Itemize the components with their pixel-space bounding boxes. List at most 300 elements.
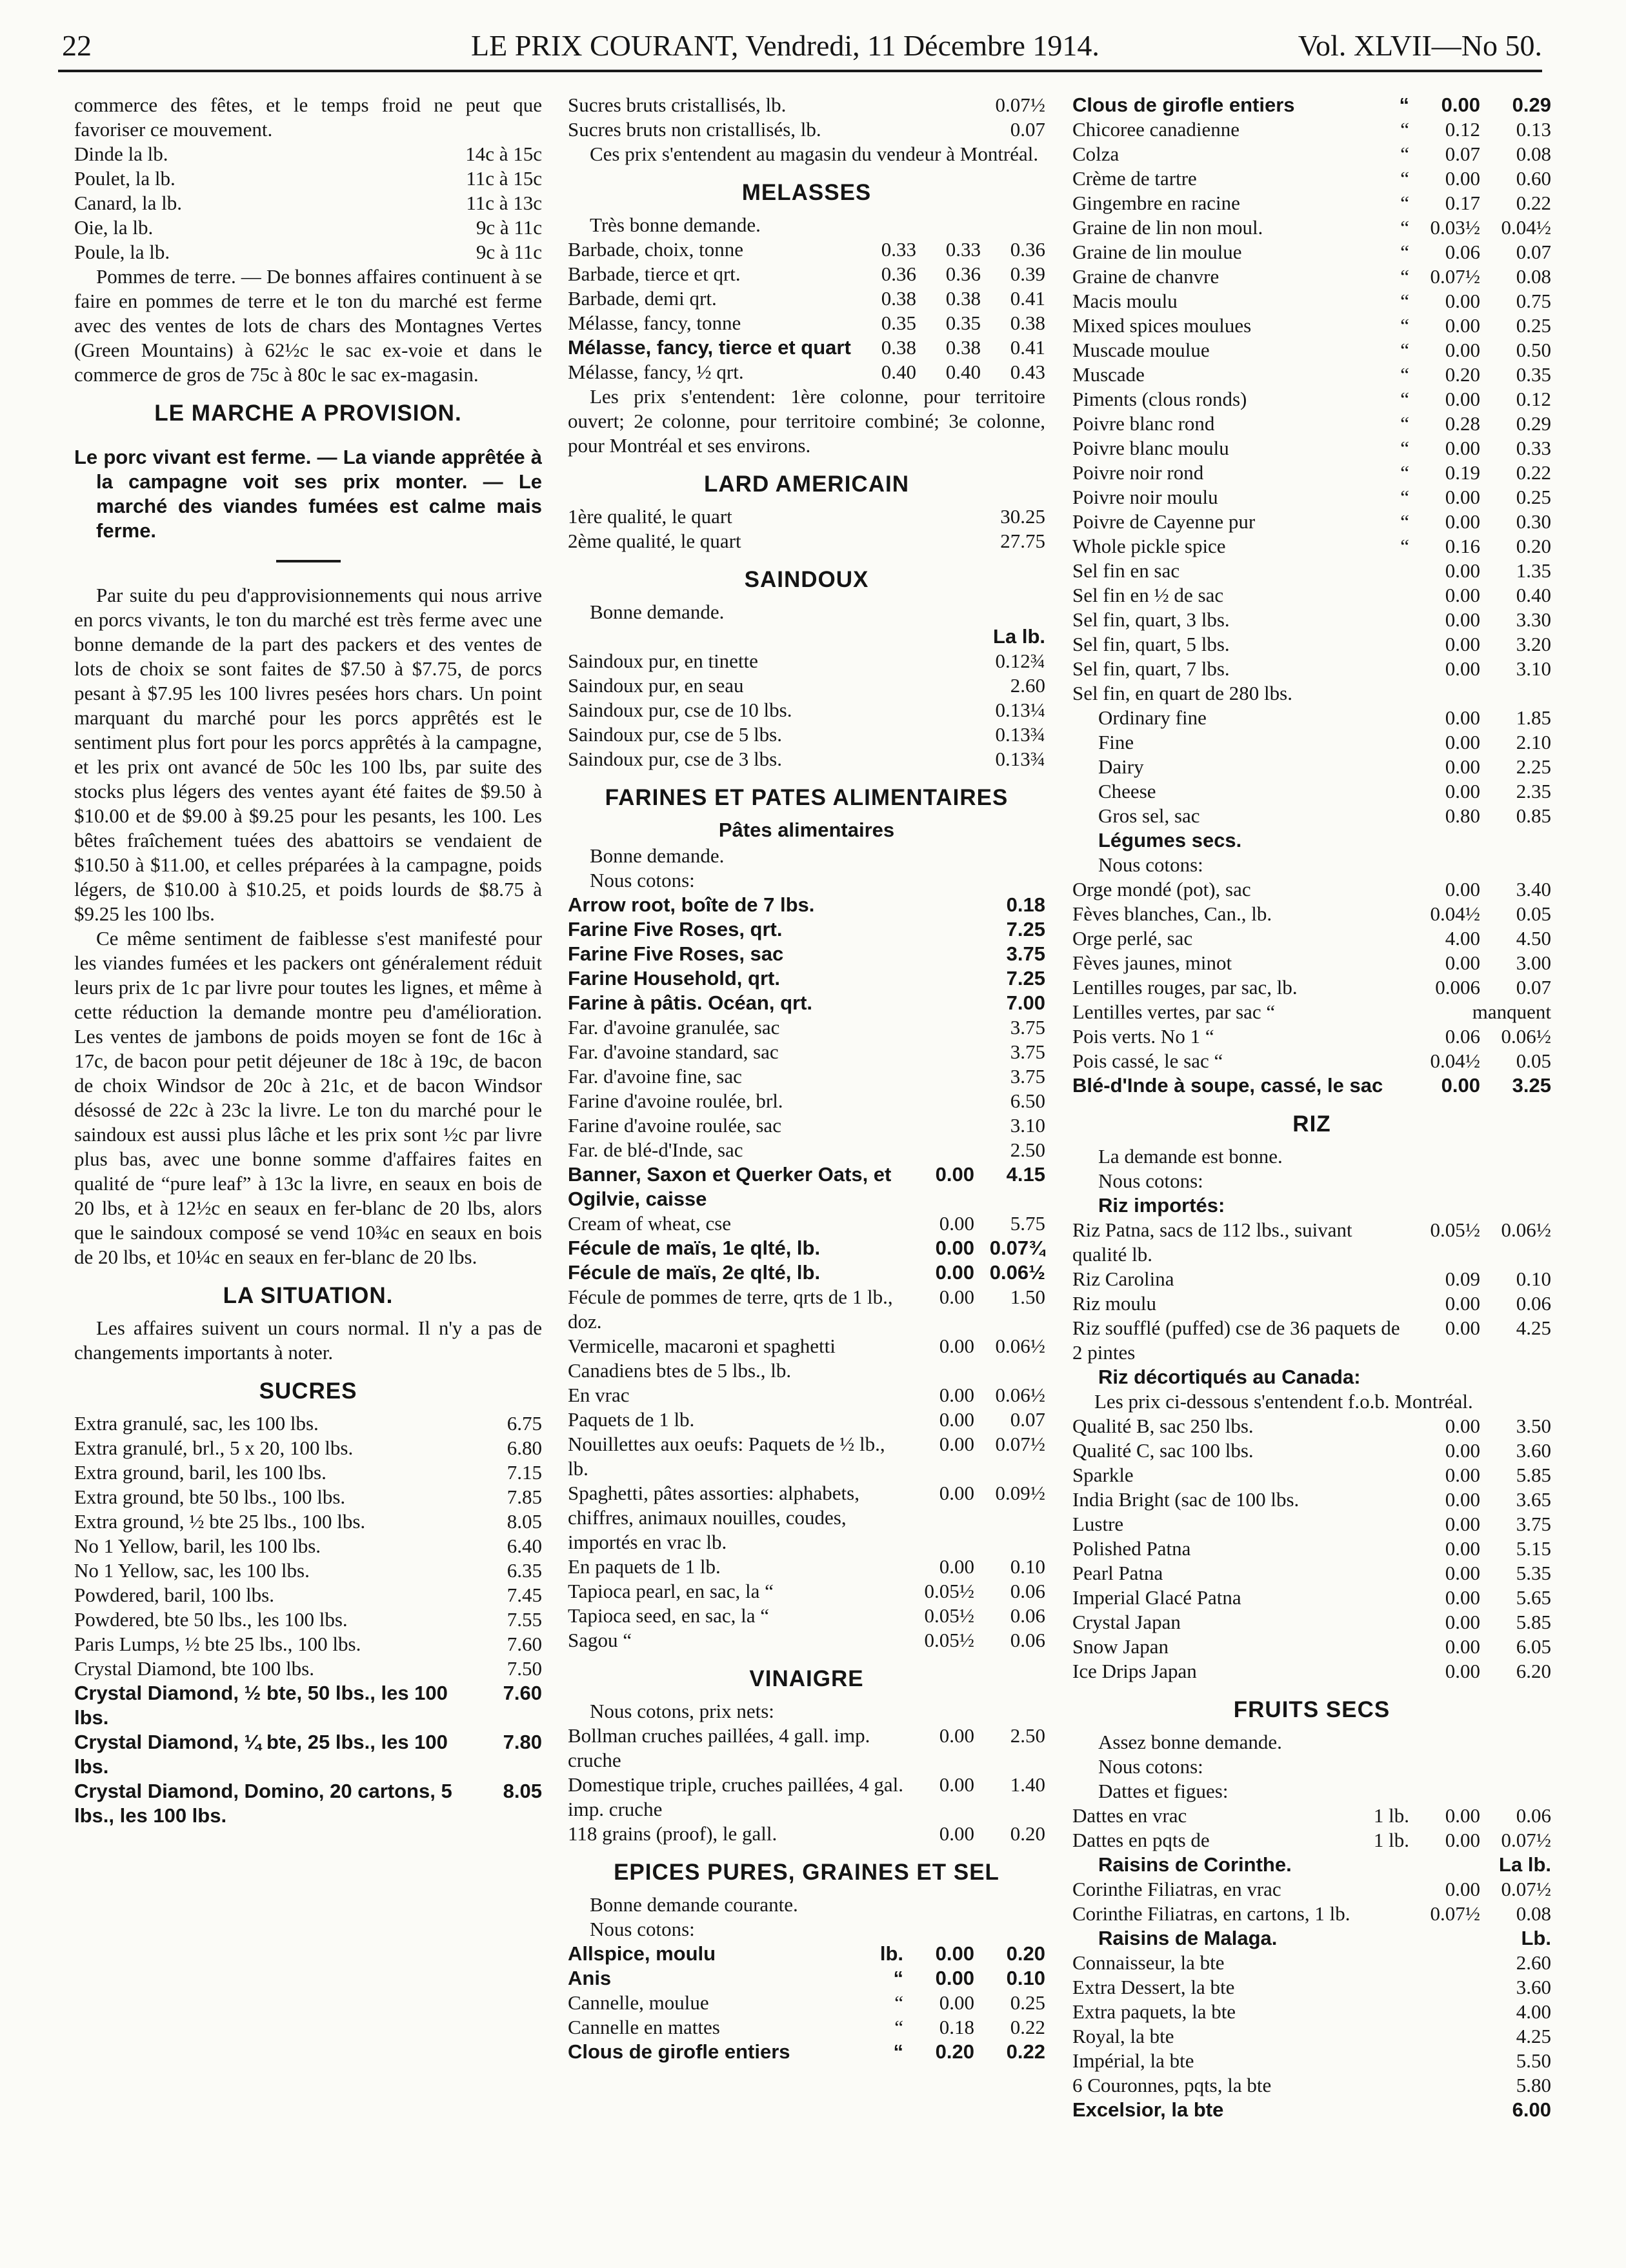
price-row (1072, 1877, 1551, 1902)
price-col2: 0.36 (945, 263, 981, 285)
price-min: 0.00 (1445, 1537, 1480, 1560)
item-label: Bollman cruches paillées, 4 gall. imp. cruche (568, 1724, 870, 1771)
price-max: manquent (1472, 1000, 1551, 1023)
price-row (74, 191, 542, 215)
item-price: 7.25 (1006, 918, 1045, 940)
price-max: 5.35 (1516, 1562, 1551, 1584)
paragraph: Bonne demande courante. (590, 1893, 798, 1916)
price-min: 0.00 (939, 1482, 974, 1504)
item-label: Fine (1098, 731, 1134, 753)
price-row (1072, 215, 1551, 240)
price-row (74, 1411, 542, 1436)
price-row (568, 360, 1045, 384)
item-label: Farine Five Roses, qrt. (568, 918, 783, 940)
price-max: 0.07 (1516, 241, 1551, 263)
price-max: 3.60 (1516, 1439, 1551, 1462)
item-label: Graine de lin non moul. (1072, 216, 1263, 239)
item-label: Connaisseur, la bte (1072, 1951, 1225, 1974)
price-row (1072, 1414, 1551, 1438)
price-row (568, 335, 1045, 360)
paragraph: Nous cotons: (1098, 1755, 1203, 1778)
price-row (568, 1481, 1045, 1555)
price-row (1072, 1951, 1551, 1975)
item-label: Lustre (1072, 1513, 1124, 1535)
item-label: Corinthe Filiatras, en vrac (1072, 1878, 1281, 1900)
price-row (568, 1040, 1045, 1064)
price-row (1072, 902, 1551, 926)
price-max: 0.22 (1006, 2040, 1045, 2063)
price-min: 0.05½ (924, 1604, 974, 1627)
price-row (568, 1064, 1045, 1089)
price-min: 0.00 (1445, 1439, 1480, 1462)
price-row (568, 1162, 1045, 1211)
price-min: 0.00 (1445, 1488, 1480, 1511)
sugar-price-list (74, 1411, 542, 1828)
price-min: 0.00 (939, 1555, 974, 1578)
item-price: 0.07½ (995, 94, 1045, 116)
item-label: Fèves jaunes, minot (1072, 951, 1232, 974)
price-row (1072, 93, 1551, 117)
item-label: Pois cassé, le sac “ (1072, 1049, 1223, 1072)
price-max: 0.07½ (1501, 1829, 1551, 1851)
price-row (568, 1966, 1045, 1991)
item-unit: “ (1400, 412, 1409, 435)
item-label: Chicoree canadienne (1072, 118, 1240, 141)
price-max: 2.50 (1010, 1724, 1045, 1747)
price-row (568, 1822, 1045, 1846)
price-row (1072, 1073, 1551, 1098)
section-heading: LE MARCHE A PROVISION. (154, 401, 462, 426)
item-price: 0.07 (1010, 118, 1045, 141)
item-unit: 1 lb. (1373, 1804, 1409, 1827)
item-unit: 1 lb. (1373, 1829, 1409, 1851)
item-label: Crystal Diamond, ½ bte, 50 lbs., les 100 lbs. (74, 1682, 448, 1729)
item-unit: “ (1400, 388, 1409, 410)
price-min: 0.00 (1445, 559, 1480, 582)
item-label: Fécule de maïs, 1e qlté, lb. (568, 1237, 821, 1259)
price-row (1072, 1218, 1551, 1267)
price-max: 0.35 (1516, 363, 1551, 386)
item-price: 4.25 (1516, 2025, 1551, 2047)
price-min: 0.00 (1445, 1562, 1480, 1584)
price-max: 0.22 (1010, 2016, 1045, 2038)
item-label: Crystal Diamond, bte 100 lbs. (74, 1657, 314, 1680)
price-min: 0.00 (1441, 94, 1480, 116)
price-row (568, 1579, 1045, 1604)
item-label: Pois verts. No 1 “ (1072, 1025, 1214, 1048)
item-label: Poivre noir rond (1072, 461, 1204, 484)
price-max: 0.08 (1516, 143, 1551, 165)
price-min: 0.16 (1445, 535, 1480, 557)
item-price: 5.80 (1516, 2074, 1551, 2096)
item-price: 7.15 (507, 1461, 542, 1484)
item-unit: “ (1400, 241, 1409, 263)
item-label: 118 grains (proof), le gall. (568, 1822, 778, 1845)
price-row (1072, 608, 1551, 632)
price-max: 3.75 (1516, 1513, 1551, 1535)
lard-price-list (568, 649, 1045, 771)
price-row (568, 1113, 1045, 1138)
paragraph: Nous cotons: (1098, 1169, 1203, 1192)
item-price: 30.25 (1000, 505, 1045, 528)
item-price: 7.80 (503, 1731, 542, 1753)
page-header (58, 28, 1542, 67)
price-row (1072, 1049, 1551, 1073)
price-min: 0.00 (1445, 780, 1480, 802)
price-min: 0.17 (1445, 192, 1480, 214)
price-max: 0.10 (1006, 1967, 1045, 1989)
item-label: Sagou “ (568, 1629, 632, 1651)
price-col2: 0.38 (945, 287, 981, 310)
price-max: 0.07 (1516, 976, 1551, 999)
price-max: 0.05 (1516, 902, 1551, 925)
price-row (568, 311, 1045, 335)
price-row (568, 1236, 1045, 1260)
item-label: Orge perlé, sac (1072, 927, 1193, 950)
item-label: Mélasse, fancy, tierce et quart (568, 336, 851, 359)
paragraph: Pommes de terre. — De bonnes affaires continuent à se faire en pommes de terre et le ton du marché est ferme avec des ventes de lots de chars des Montagnes Vertes (Green Mountains) à 62½c le sac ex-voie et dans le commerce de gros de 75c à 80c le sac ex-magasin. (74, 265, 542, 386)
paragraph: Les affaires suivent un cours normal. Il n'y a pas de changements importants à noter. (74, 1317, 542, 1364)
price-min: 0.00 (939, 1286, 974, 1308)
item-unit: “ (1400, 167, 1409, 190)
price-row (568, 1260, 1045, 1285)
price-max: 2.10 (1516, 731, 1551, 753)
price-row (568, 1089, 1045, 1113)
price-min: 0.00 (1445, 731, 1480, 753)
price-row (568, 93, 1045, 117)
item-unit: “ (1400, 486, 1409, 508)
price-max: 0.05 (1516, 1049, 1551, 1072)
item-label: Excelsior, la bte (1072, 2098, 1224, 2121)
price-row (568, 747, 1045, 771)
price-max: 1.35 (1516, 559, 1551, 582)
item-label: Poivre blanc moulu (1072, 437, 1229, 459)
item-label: Fèves blanches, Can., lb. (1072, 902, 1272, 925)
section-heading: SAINDOUX (744, 567, 869, 592)
item-label: Muscade moulue (1072, 339, 1210, 361)
price-max: 3.00 (1516, 951, 1551, 974)
item-price: 8.05 (503, 1780, 542, 1802)
item-price: 0.18 (1006, 893, 1045, 916)
subsection-heading-row (1072, 1853, 1551, 1877)
price-min: 0.04½ (1430, 902, 1480, 925)
price-row (568, 649, 1045, 673)
item-label: Far. d'avoine granulée, sac (568, 1016, 780, 1039)
paragraph: Bonne demande. (590, 601, 725, 623)
item-label: Saindoux pur, cse de 10 lbs. (568, 699, 792, 721)
raisins-price-list (1072, 1951, 1551, 2122)
item-label: Corinthe Filiatras, en cartons, 1 lb. (1072, 1902, 1350, 1925)
price-row (568, 942, 1045, 966)
price-max: 0.08 (1516, 1902, 1551, 1925)
price-min: 0.00 (1445, 1292, 1480, 1315)
price-max: 0.06 (1010, 1604, 1045, 1627)
subsection-heading: Raisins de Malaga. (1098, 1927, 1278, 1949)
item-label: Barbade, demi qrt. (568, 287, 717, 310)
price-min: 0.00 (1445, 755, 1480, 778)
item-label: Extra paquets, la bte (1072, 2000, 1236, 2023)
price-row (1072, 877, 1551, 902)
item-price: 3.75 (1006, 942, 1045, 965)
price-row (1072, 657, 1551, 681)
price-row (1072, 1902, 1551, 1926)
item-label: Farine Five Roses, sac (568, 942, 784, 965)
price-max: 5.75 (1010, 1212, 1045, 1235)
price-row (74, 1632, 542, 1656)
price-min: 0.00 (939, 1433, 974, 1455)
item-label: Sel fin, quart, 3 lbs. (1072, 608, 1230, 631)
price-row (1072, 412, 1551, 436)
item-label: Nouillettes aux oeufs: Paquets de ½ lb., lb. (568, 1433, 885, 1480)
paragraph: Nous cotons: (590, 869, 695, 891)
price-row (1072, 1635, 1551, 1659)
price-row (568, 504, 1045, 529)
item-unit: “ (1400, 265, 1409, 288)
price-row (1072, 1659, 1551, 1684)
paragraph: Nous cotons, prix nets: (590, 1700, 774, 1722)
item-label: Riz moulu (1072, 1292, 1157, 1315)
price-row (1072, 363, 1551, 387)
price-row (568, 1724, 1045, 1773)
item-label: Sel fin, quart, 5 lbs. (1072, 633, 1230, 655)
price-row (1072, 779, 1551, 804)
price-row (568, 1211, 1045, 1236)
price-row (1072, 264, 1551, 289)
item-label: Poule, la lb. (74, 241, 170, 263)
price-max: 0.07½ (1501, 1878, 1551, 1900)
price-col2: 0.35 (945, 312, 981, 334)
paragraph: La demande est bonne. (1098, 1145, 1283, 1168)
item-label: Extra Dessert, la bte (1072, 1976, 1235, 1998)
price-row (568, 673, 1045, 698)
item-price: 3.10 (1010, 1114, 1045, 1137)
section-heading: RIZ (1292, 1111, 1331, 1137)
price-max: 0.10 (1516, 1268, 1551, 1290)
price-min: 0.00 (935, 1942, 974, 1965)
canadian-rice-price-list (1072, 1414, 1551, 1684)
price-row (74, 1583, 542, 1607)
price-row (1072, 534, 1551, 559)
price-row (74, 240, 542, 264)
item-label: Colza (1072, 143, 1119, 165)
paragraph: Nous cotons: (1098, 853, 1203, 876)
price-row (74, 1485, 542, 1509)
item-label: Cannelle, moulue (568, 1991, 709, 2014)
item-label: India Bright (sac de 100 lbs. (1072, 1488, 1300, 1511)
price-min: 0.00 (1445, 878, 1480, 900)
item-unit: “ (1400, 143, 1409, 165)
spice-price-list (568, 1942, 1045, 2064)
item-label: No 1 Yellow, baril, les 100 lbs. (74, 1535, 321, 1557)
price-min: 0.00 (939, 1384, 974, 1406)
article-lead: Le porc vivant est ferme. — La viande apprêtée à la campagne voit ses prix monter. — Le marché des viandes fumées est calme mais ferme. (74, 446, 542, 542)
price-max: 0.25 (1516, 486, 1551, 508)
price-row (1072, 1438, 1551, 1463)
price-row (1072, 1804, 1551, 1828)
item-unit: “ (1400, 118, 1409, 141)
price-col3: 0.38 (1010, 312, 1045, 334)
item-label: Sel fin, quart, 7 lbs. (1072, 657, 1230, 680)
price-row (1072, 1024, 1551, 1049)
price-max: 0.10 (1010, 1555, 1045, 1578)
price-row (74, 1607, 542, 1632)
price-max: 3.40 (1516, 878, 1551, 900)
item-price: 3.75 (1010, 1065, 1045, 1088)
item-label: Orge mondé (pot), sac (1072, 878, 1251, 900)
item-label: Cheese (1098, 780, 1156, 802)
item-label: Extra ground, baril, les 100 lbs. (74, 1461, 326, 1484)
price-row (1072, 2000, 1551, 2024)
item-label: Barbade, choix, tonne (568, 238, 744, 261)
column-2 (568, 93, 1045, 2247)
unit-header: La lb. (1499, 1853, 1551, 1876)
item-label: Snow Japan (1072, 1635, 1169, 1658)
item-label: Whole pickle spice (1072, 535, 1226, 557)
dates-price-list (1072, 1804, 1551, 1853)
price-row (568, 1991, 1045, 2015)
item-label: No 1 Yellow, sac, les 100 lbs. (74, 1559, 310, 1582)
item-label: Tapioca seed, en sac, la “ (568, 1604, 769, 1627)
price-row (1072, 1000, 1551, 1024)
price-min: 0.06 (1445, 241, 1480, 263)
paragraph: Très bonne demande. (590, 214, 761, 236)
item-label: Arrow root, boîte de 7 lbs. (568, 893, 815, 916)
item-label: Saindoux pur, en seau (568, 674, 744, 697)
price-min: 0.07½ (1430, 265, 1480, 288)
price-col1: 0.33 (881, 238, 916, 261)
subsection-heading: Riz importés: (1098, 1194, 1225, 1217)
item-label: Farine d'avoine roulée, sac (568, 1114, 781, 1137)
item-label: Far. de blé-d'Inde, sac (568, 1139, 743, 1161)
price-row (1072, 117, 1551, 142)
molasses-price-list (568, 237, 1045, 384)
price-max: 0.06½ (995, 1384, 1045, 1406)
item-label: Piments (clous ronds) (1072, 388, 1247, 410)
price-min: 0.12 (1445, 118, 1480, 141)
item-unit: “ (1400, 510, 1409, 533)
item-label: Vermicelle, macaroni et spaghetti Canadiens btes de 5 lbs., lb. (568, 1335, 836, 1382)
section-heading: VINAIGRE (749, 1666, 864, 1691)
price-max: 1.85 (1516, 706, 1551, 729)
item-price: 0.13¼ (995, 699, 1045, 721)
price-row (568, 966, 1045, 991)
price-min: 0.00 (1445, 584, 1480, 606)
price-row (1072, 2024, 1551, 2049)
item-label: Extra granulé, sac, les 100 lbs. (74, 1412, 319, 1435)
price-min: 0.00 (1445, 1660, 1480, 1682)
price-min: 0.00 (1445, 1317, 1480, 1339)
price-row (1072, 975, 1551, 1000)
price-min: 0.00 (935, 1967, 974, 1989)
page-number: 22 (62, 29, 92, 62)
price-min: 0.18 (939, 2016, 974, 2038)
item-label: Clous de girofle entiers (568, 2040, 790, 2063)
price-col3: 0.41 (1010, 336, 1045, 359)
section-heading: LA SITUATION. (223, 1283, 394, 1308)
item-unit: “ (1400, 314, 1409, 337)
price-row (1072, 166, 1551, 191)
price-min: 0.00 (1445, 1804, 1480, 1827)
item-price: 6.50 (1010, 1089, 1045, 1112)
price-max: 0.06½ (1501, 1219, 1551, 1241)
separator-rule (276, 560, 341, 562)
item-price: 27.75 (1000, 530, 1045, 552)
item-label: Saindoux pur, en tinette (568, 650, 758, 672)
price-row (568, 1285, 1045, 1334)
price-min: 0.00 (1445, 657, 1480, 680)
item-label: Riz Carolina (1072, 1268, 1174, 1290)
item-label: 1ère qualité, le quart (568, 505, 732, 528)
poultry-price-list (74, 142, 542, 264)
price-row (1072, 289, 1551, 313)
item-label: Polished Patna (1072, 1537, 1191, 1560)
item-price: 3.60 (1516, 1976, 1551, 1998)
header-rule (58, 70, 1542, 72)
price-row (1072, 2098, 1551, 2122)
price-row (568, 529, 1045, 553)
price-min: 0.00 (939, 1335, 974, 1357)
price-col1: 0.40 (881, 361, 916, 383)
price-col3: 0.43 (1010, 361, 1045, 383)
item-unit: “ (1400, 535, 1409, 557)
price-row (1072, 1487, 1551, 1512)
price-max: 0.30 (1516, 510, 1551, 533)
item-price: 6.80 (507, 1437, 542, 1459)
price-row (1072, 387, 1551, 412)
item-label: 2ème qualité, le quart (568, 530, 741, 552)
item-label: Cannelle en mattes (568, 2016, 720, 2038)
item-label: Lentilles rouges, par sac, lb. (1072, 976, 1298, 999)
price-min: 0.06 (1445, 1025, 1480, 1048)
item-price: 9c à 11c (476, 241, 542, 263)
item-unit: “ (1400, 290, 1409, 312)
paragraph: Ces prix s'entendent au magasin du vendeur à Montréal. (590, 143, 1039, 165)
subsection-heading: Pâtes alimentaires (718, 819, 895, 841)
price-max: 0.12 (1516, 388, 1551, 410)
price-max: 0.06 (1516, 1804, 1551, 1827)
price-row (1072, 706, 1551, 730)
price-max: 0.40 (1516, 584, 1551, 606)
item-label: Farine Household, qrt. (568, 967, 780, 990)
item-label: Mélasse, fancy, ½ qrt. (568, 361, 744, 383)
price-row (568, 262, 1045, 286)
price-row (568, 1138, 1045, 1162)
price-col3: 0.41 (1010, 287, 1045, 310)
price-row (1072, 313, 1551, 338)
price-row (568, 917, 1045, 942)
price-min: 0.00 (1445, 1513, 1480, 1535)
item-label: Poivre noir moulu (1072, 486, 1218, 508)
price-row (568, 1773, 1045, 1822)
flour-price-list (568, 893, 1045, 1162)
item-label: Tapioca pearl, en sac, la “ (568, 1580, 774, 1602)
price-max: 0.33 (1516, 437, 1551, 459)
item-unit: “ (1400, 339, 1409, 361)
price-max: 0.06 (1516, 1292, 1551, 1315)
price-min: 0.07½ (1430, 1902, 1480, 1925)
item-price: 3.75 (1010, 1040, 1045, 1063)
price-max: 0.25 (1010, 1991, 1045, 2014)
item-label: Gingembre en racine (1072, 192, 1240, 214)
item-label: Extra ground, ½ bte 25 lbs., 100 lbs. (74, 1510, 366, 1533)
price-min: 0.28 (1445, 412, 1480, 435)
price-min: 0.00 (1445, 510, 1480, 533)
price-row (1072, 240, 1551, 264)
item-price: 6.00 (1512, 2098, 1551, 2121)
item-label: Graine de lin moulue (1072, 241, 1242, 263)
price-max: 2.35 (1516, 780, 1551, 802)
price-max: 3.50 (1516, 1415, 1551, 1437)
